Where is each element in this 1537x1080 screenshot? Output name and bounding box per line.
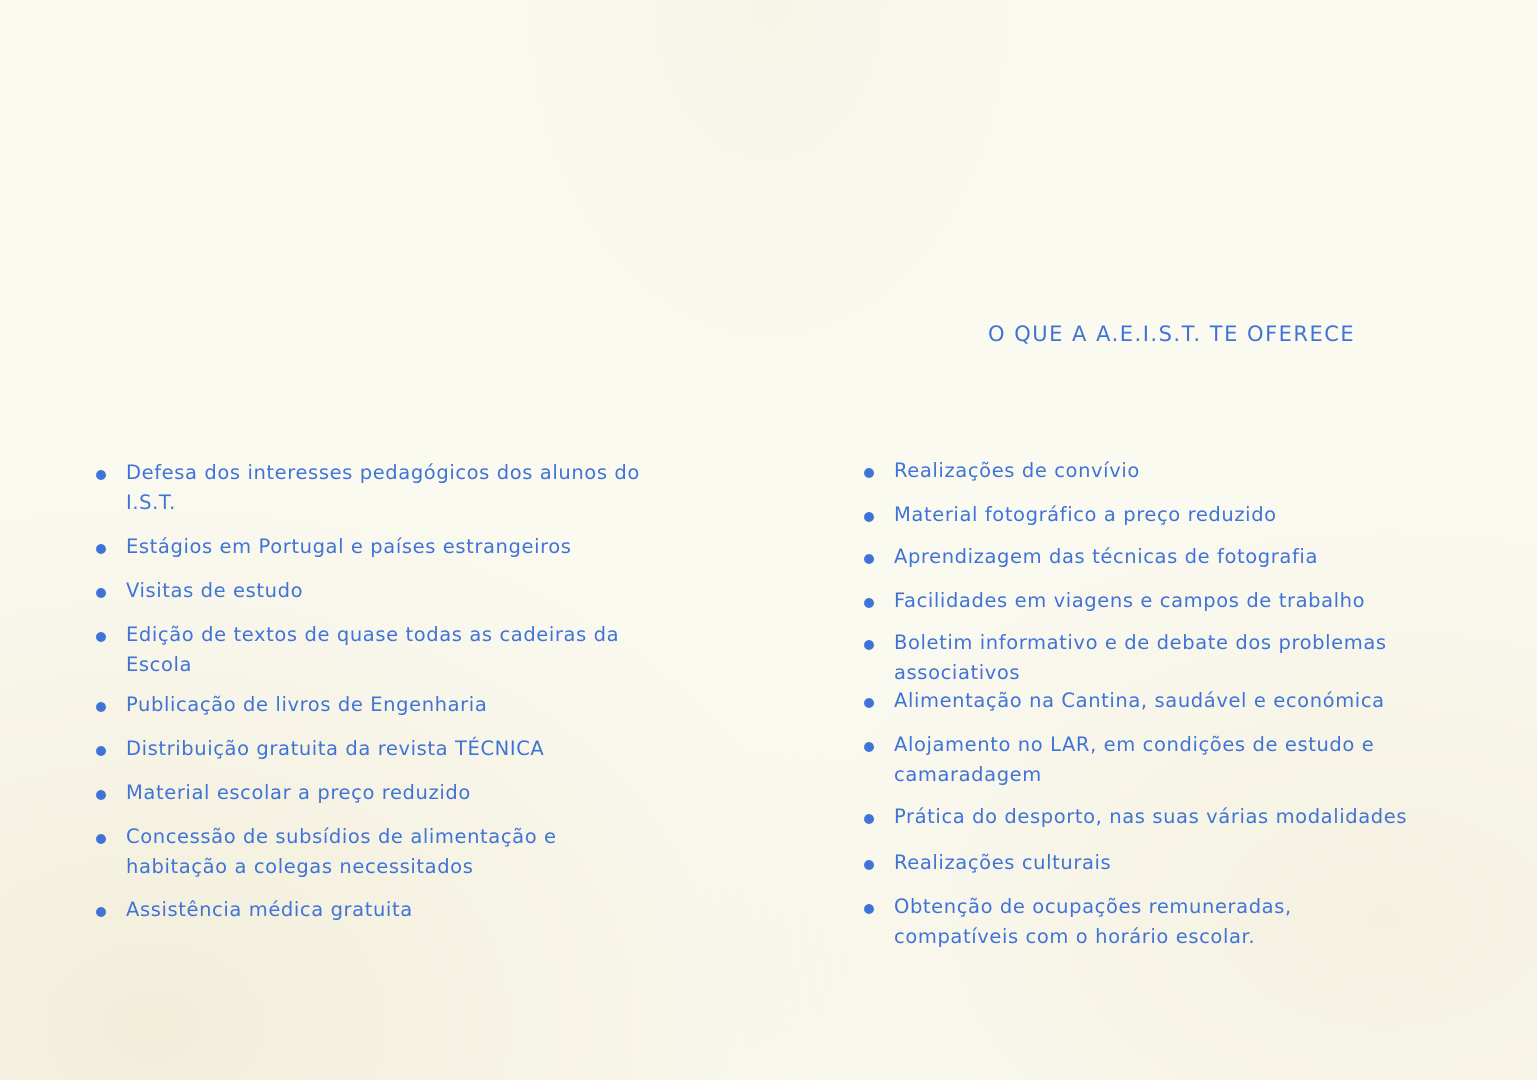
list-item-text: Estágios em Portugal e países estrangeiros [126,535,572,558]
list-item [94,690,654,720]
list-item [94,895,654,925]
list-item-text: Facilidades em viagens e campos de trabalho [894,589,1366,612]
list-item [862,586,1422,616]
list-item [862,892,1422,952]
list-item-text: Defesa dos interesses pedagógicos dos alunos do I.S.T. [126,461,640,514]
list-item-text: Material fotográfico a preço reduzido [894,503,1277,526]
list-item [862,848,1422,878]
bullet-icon [96,746,106,756]
list-item-text: Distribuição gratuita da revista TÉCNICA [126,737,545,760]
list-item [94,576,654,606]
list-item-text: Aprendizagem das técnicas de fotografia [894,545,1318,568]
bullet-icon [96,632,106,642]
bullet-icon [864,512,874,522]
bullet-icon [864,904,874,914]
bullet-icon [864,742,874,752]
list-item-text: Material escolar a preço reduzido [126,781,471,804]
list-item-text: Publicação de livros de Engenharia [126,693,488,716]
list-item-text: Assistência médica gratuita [126,898,413,921]
bullet-icon [864,698,874,708]
list-item-text: Visitas de estudo [126,579,304,602]
list-item-text: Realizações de convívio [894,459,1140,482]
list-item [94,620,654,680]
list-item [94,458,654,518]
list-item [862,686,1422,716]
bullet-icon [96,588,106,598]
list-item [94,822,654,882]
bullet-icon [864,860,874,870]
list-item [862,730,1422,790]
bullet-icon [96,544,106,554]
list-item [862,456,1422,486]
bullet-icon [864,468,874,478]
bullet-icon [96,834,106,844]
list-item-text: Alojamento no LAR, em condições de estudo e camaradagem [894,733,1375,786]
bullet-icon [96,470,106,480]
list-item [862,628,1422,688]
list-item [94,778,654,808]
list-item-text: Edição de textos de quase todas as cadeiras da Escola [126,623,620,676]
list-item-text: Concessão de subsídios de alimentação e habitação a colegas necessitados [126,825,557,878]
list-item-text: Alimentação na Cantina, saudável e económica [894,689,1385,712]
list-item [862,542,1422,572]
bullet-icon [96,907,106,917]
list-item-text: Prática do desporto, nas suas várias modalidades [894,805,1408,828]
page-heading: O QUE A A.E.I.S.T. TE OFERECE [988,322,1356,346]
list-item [862,500,1422,530]
bullet-icon [864,598,874,608]
list-item [94,532,654,562]
bullet-icon [864,640,874,650]
list-item [94,734,654,764]
list-item-text: Obtenção de ocupações remuneradas, compatíveis com o horário escolar. [894,895,1292,948]
bullet-icon [96,702,106,712]
list-item-text: Boletim informativo e de debate dos problemas associativos [894,631,1387,684]
bullet-icon [96,790,106,800]
bullet-icon [864,814,874,824]
list-item-text: Realizações culturais [894,851,1112,874]
list-item [862,802,1422,832]
bullet-icon [864,554,874,564]
